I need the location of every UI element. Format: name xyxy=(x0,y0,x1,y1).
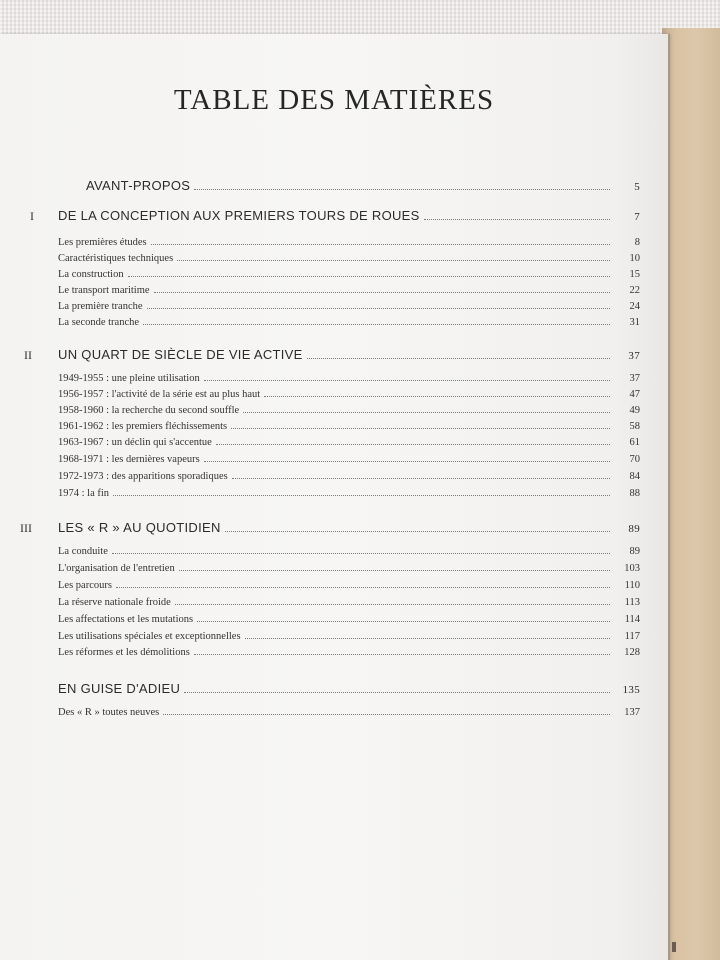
toc-page-number: 128 xyxy=(624,647,640,658)
toc-item xyxy=(58,488,640,499)
toc-page-number: 89 xyxy=(629,546,640,557)
toc-item xyxy=(58,546,640,557)
toc-item-label: Les affectations et les mutations xyxy=(58,614,194,625)
dot-leader xyxy=(307,358,610,359)
toc-entry-label: EN GUISE D'ADIEU xyxy=(58,681,181,696)
toc-item-label: La construction xyxy=(58,269,124,280)
toc-entry-label: DE LA CONCEPTION AUX PREMIERS TOURS DE ROUES xyxy=(58,208,420,223)
toc-page-number: 113 xyxy=(624,597,640,608)
dot-leader xyxy=(179,570,610,571)
dot-leader xyxy=(231,428,610,429)
dot-leader xyxy=(245,638,610,639)
toc-item xyxy=(58,373,640,384)
page-edge-mark xyxy=(672,942,676,952)
dot-leader xyxy=(225,531,610,532)
toc-item-label: Les premières études xyxy=(58,237,147,248)
dot-leader xyxy=(151,244,610,245)
part-numeral: I xyxy=(30,209,34,223)
toc-page-number: 89 xyxy=(628,523,640,535)
dot-leader xyxy=(147,308,610,309)
toc-item-label: 1968-1971 : les dernières vapeurs xyxy=(58,454,200,465)
toc-item-label: 1963-1967 : un déclin qui s'accentue xyxy=(58,437,212,448)
toc-page-number: 49 xyxy=(629,405,640,416)
toc-item xyxy=(58,421,640,432)
toc-item-label: 1972-1973 : des apparitions sporadiques xyxy=(58,471,228,482)
toc-page-number: 88 xyxy=(629,488,640,499)
toc-page-number: 37 xyxy=(629,373,640,384)
dot-leader xyxy=(175,604,610,605)
toc-page-number: 58 xyxy=(629,421,640,432)
dot-leader xyxy=(163,714,610,715)
toc-item-label: L'organisation de l'entretien xyxy=(58,563,175,574)
toc-item-label: Les parcours xyxy=(58,580,112,591)
toc-page-number: 110 xyxy=(624,580,640,591)
toc-page-number: 7 xyxy=(634,211,640,223)
toc-part-2 xyxy=(58,347,640,362)
dot-leader xyxy=(143,324,610,325)
toc-page-number: 8 xyxy=(634,237,640,248)
toc-item-label: La conduite xyxy=(58,546,108,557)
toc-page-number: 10 xyxy=(629,253,640,264)
dot-leader xyxy=(113,495,610,496)
toc-page-number: 103 xyxy=(624,563,640,574)
toc-item xyxy=(58,317,640,328)
dot-leader xyxy=(243,412,610,413)
toc-item-label: La réserve nationale froide xyxy=(58,597,171,608)
toc-entry-avant-propos xyxy=(58,178,640,193)
toc-item-label: Caractéristiques techniques xyxy=(58,253,174,264)
toc-page-number: 61 xyxy=(629,437,640,448)
dot-leader xyxy=(112,553,610,554)
toc-item xyxy=(58,614,640,625)
toc-page-number: 47 xyxy=(629,389,640,400)
toc-item-label: La première tranche xyxy=(58,301,143,312)
toc-item xyxy=(58,647,640,658)
toc-item-label: 1974 : la fin xyxy=(58,488,110,499)
toc-part-1 xyxy=(58,208,640,223)
part-numeral: II xyxy=(24,348,32,362)
toc-item xyxy=(58,237,640,248)
part-numeral: III xyxy=(20,521,32,535)
page-edge xyxy=(668,34,670,960)
dot-leader xyxy=(232,478,610,479)
dot-leader xyxy=(216,444,610,445)
toc-item xyxy=(58,253,640,264)
dot-leader xyxy=(264,396,610,397)
toc-page-number: 84 xyxy=(629,471,640,482)
toc-item-label: Des « R » toutes neuves xyxy=(58,707,160,718)
page-title: TABLE DES MATIÈRES xyxy=(173,84,495,116)
dot-leader xyxy=(177,260,610,261)
toc-item xyxy=(58,437,640,448)
dot-leader xyxy=(424,219,610,220)
toc-item-label: 1949-1955 : une pleine utilisation xyxy=(58,373,200,384)
toc-page-number: 15 xyxy=(629,269,640,280)
toc-item xyxy=(58,597,640,608)
toc-part-3 xyxy=(58,520,640,535)
toc-page-number: 137 xyxy=(624,707,640,718)
toc-entry-label: UN QUART DE SIÈCLE DE VIE ACTIVE xyxy=(58,347,303,362)
dot-leader xyxy=(154,292,610,293)
toc-item xyxy=(58,563,640,574)
toc-item xyxy=(58,269,640,280)
toc-item xyxy=(58,471,640,482)
toc-entry-adieu xyxy=(58,681,640,696)
toc-item xyxy=(58,405,640,416)
toc-item xyxy=(58,707,640,718)
toc-page-number: 24 xyxy=(629,301,640,312)
toc-page-number: 5 xyxy=(634,181,640,193)
toc-item-label: 1961-1962 : les premiers fléchissements xyxy=(58,421,228,432)
toc-item-label: 1958-1960 : la recherche du second souffle xyxy=(58,405,240,416)
toc-page-number: 37 xyxy=(628,350,640,362)
toc-item-label: 1956-1957 : l'activité de la série est au plus haut xyxy=(58,389,261,400)
toc-item-label: Les utilisations spéciales et exceptionnelles xyxy=(58,631,241,642)
toc-item-label: La seconde tranche xyxy=(58,317,140,328)
toc-page-number: 22 xyxy=(629,285,640,296)
dot-leader xyxy=(204,380,610,381)
toc-entry-label: AVANT-PROPOS xyxy=(86,178,191,193)
toc-item-label: Le transport maritime xyxy=(58,285,150,296)
toc-item xyxy=(58,389,640,400)
toc-page-number: 117 xyxy=(624,631,640,642)
book-cover-edge xyxy=(662,28,720,960)
dot-leader xyxy=(194,654,610,655)
toc-item xyxy=(58,301,640,312)
toc-page-number: 114 xyxy=(624,614,640,625)
toc-item xyxy=(58,631,640,642)
dot-leader xyxy=(194,189,610,190)
toc-item xyxy=(58,580,640,591)
toc-page-number: 31 xyxy=(629,317,640,328)
dot-leader xyxy=(204,461,610,462)
toc-page-number: 135 xyxy=(622,684,640,696)
dot-leader xyxy=(128,276,610,277)
dot-leader xyxy=(184,692,610,693)
dot-leader xyxy=(197,621,610,622)
toc-page-number: 70 xyxy=(629,454,640,465)
toc-item-label: Les réformes et les démolitions xyxy=(58,647,190,658)
toc-entry-label: LES « R » AU QUOTIDIEN xyxy=(58,520,221,535)
toc-item xyxy=(58,454,640,465)
toc-item xyxy=(58,285,640,296)
dot-leader xyxy=(116,587,610,588)
